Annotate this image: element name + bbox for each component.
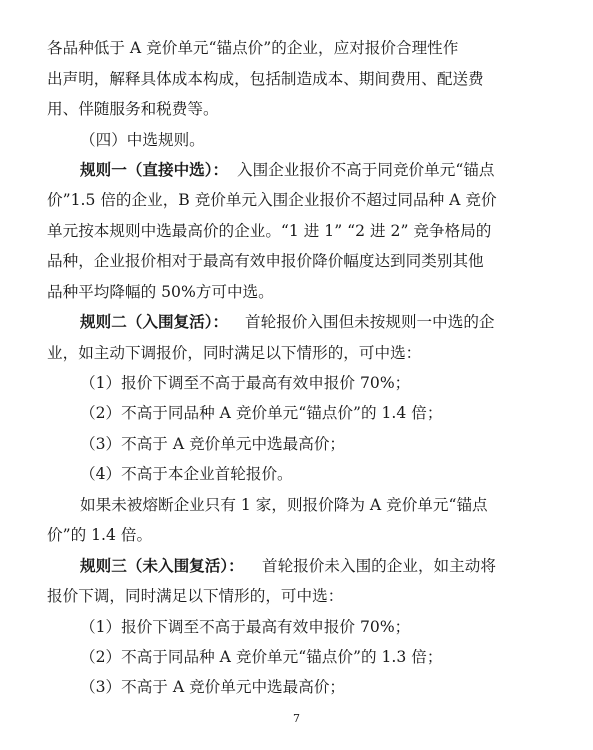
list-item: （3）不高于 A 竞价单元中选最高价； — [80, 678, 346, 696]
list-item: （1）报价下调至不高于最高有效申报价 70%； — [80, 618, 411, 636]
text-line: 出声明，解释具体成本构成，包括制造成本、期间费用、配送费 — [47, 70, 484, 88]
rule-two-heading: 规则二（入围复活）： — [80, 312, 229, 331]
rule-three-heading: 规则三（未入围复活）： — [80, 556, 244, 575]
text-line: 用、伴随服务和税费等。 — [47, 100, 219, 118]
section-heading: （四）中选规则。 — [80, 131, 205, 149]
list-item: （2）不高于同品种 A 竞价单元“锚点价”的 1.3 倍； — [80, 648, 443, 666]
list-item: （1）报价下调至不高于最高有效申报价 70%； — [80, 374, 411, 392]
text-line: 首轮报价未入围的企业，如主动将 — [262, 557, 496, 575]
list-item: （2）不高于同品种 A 竞价单元“锚点价”的 1.4 倍； — [80, 404, 443, 422]
text-line: 入围企业报价不高于同竞价单元“锚点 — [237, 161, 495, 179]
text-line: 价”的 1.4 倍。 — [47, 526, 153, 544]
text-line: 单元按本规则中选最高价的企业。“1 进 1” “2 进 2” 竞争格局的 — [47, 222, 492, 240]
text-line: 首轮报价入围但未按规则一中选的企 — [245, 313, 495, 331]
list-item: （3）不高于 A 竞价单元中选最高价； — [80, 435, 346, 453]
text-line: 品种，企业报价相对于最高有效申报价降价幅度达到同类别其他 — [47, 252, 484, 270]
text-line: 各品种低于 A 竞价单元“锚点价”的企业，应对报价合理性作 — [47, 39, 459, 57]
list-item: （4）不高于本企业首轮报价。 — [80, 465, 293, 483]
text-line: 价”1.5 倍的企业，B 竞价单元入围企业报价不超过同品种 A 竞价 — [47, 191, 497, 209]
text-line: 报价下调，同时满足以下情形的，可中选： — [47, 587, 344, 605]
rule-one-heading: 规则一（直接中选）： — [80, 160, 229, 179]
page-number: 7 — [293, 712, 300, 725]
text-line: 如果未被熔断企业只有 1 家，则报价降为 A 竞价单元“锚点 — [80, 496, 488, 514]
text-line: 业，如主动下调报价，同时满足以下情形的，可中选： — [47, 344, 422, 362]
text-line: 品种平均降幅的 50%方可中选。 — [47, 283, 274, 301]
